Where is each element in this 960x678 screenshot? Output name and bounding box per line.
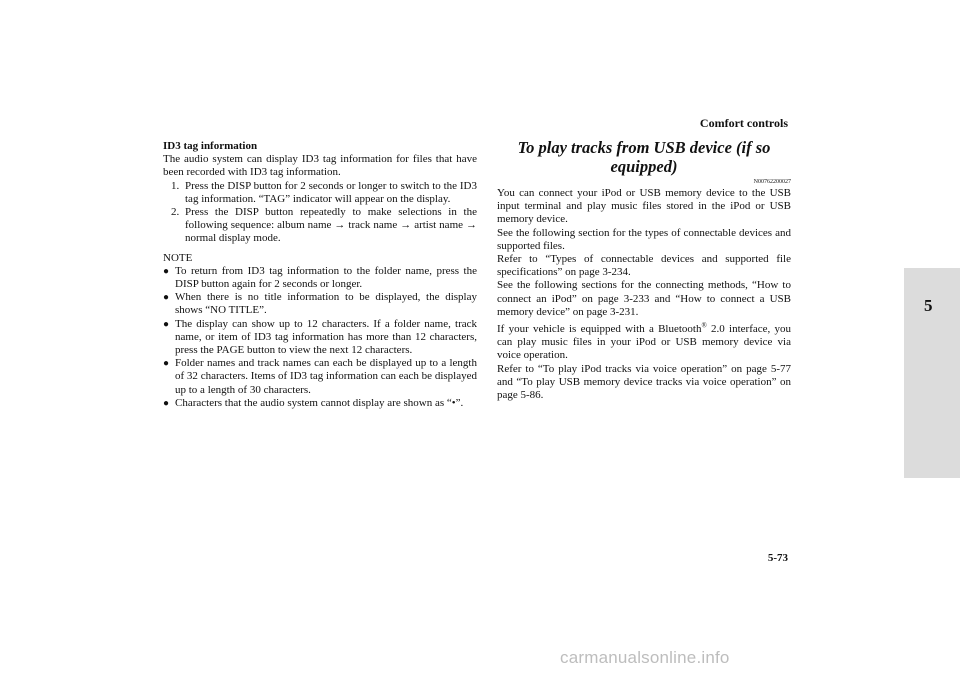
step-number: 1. xyxy=(171,179,180,192)
step-item xyxy=(171,206,477,246)
right-column xyxy=(497,138,791,402)
chapter-number: 5 xyxy=(924,296,933,315)
usb-section-title: To play tracks from USB device (if so equipped) xyxy=(517,138,771,176)
id3-heading: ID3 tag information xyxy=(163,140,258,152)
note-text: Characters that the audio system cannot display are shown as “•”. xyxy=(175,396,464,409)
note-item xyxy=(163,397,477,410)
bullet-icon: ● xyxy=(163,358,170,370)
left-column xyxy=(163,140,477,410)
note-item xyxy=(163,291,477,317)
note-text: Folder names and track names can each be displayed up to a length of 32 characters. Items of ID3 tag information can each be displayed up to a length of 30 characters. xyxy=(175,357,477,396)
bullet-icon: ● xyxy=(163,318,170,330)
chapter-tab xyxy=(904,268,960,478)
step-item xyxy=(171,180,477,206)
page-number: 5-73 xyxy=(767,552,788,564)
bluetooth-paragraph xyxy=(497,323,791,363)
note-label: NOTE xyxy=(163,251,193,264)
note-item xyxy=(163,357,477,397)
note-text: The display can show up to 12 characters. If a folder name, track name, or item of ID3 tag information has more than 12 characters, press the PAGE button to view the next 12 characters. xyxy=(175,317,477,357)
reference-code: N00762200027 xyxy=(753,179,791,185)
bullet-icon: ● xyxy=(163,265,170,277)
bullet-icon: ● xyxy=(163,292,170,304)
step-text: Press the DISP button repeatedly to make selections in the following sequence: album name → track name → artist name → normal display mode. xyxy=(185,206,477,245)
registered-mark: ® xyxy=(701,321,707,330)
bluetooth-text-start: If your vehicle is equipped with a Bluetooth xyxy=(497,323,702,336)
note-item xyxy=(163,318,477,358)
usb-paragraph: You can connect your iPod or USB memory device to the USB input terminal and play music files stored in the iPod or USB memory device. xyxy=(497,187,791,226)
watermark: carmanualsonline.info xyxy=(560,648,730,667)
usb-paragraph: See the following section for the types of connectable devices and supported files. xyxy=(497,226,791,252)
id3-intro: The audio system can display ID3 tag information for files that have been recorded with ID3 tag information. xyxy=(163,153,477,179)
bullet-icon: ● xyxy=(163,397,170,409)
usb-paragraph: See the following sections for the connecting methods, “How to connect an iPod” on page 3-233 and “How to connect a USB memory device” on page 3-231. xyxy=(497,279,791,318)
section-header: Comfort controls xyxy=(699,116,788,130)
step-text: Press the DISP button for 2 seconds or longer to switch to the ID3 tag information. “TAG” indicator will appear on the display. xyxy=(185,179,477,205)
note-text: To return from ID3 tag information to the folder name, press the DISP button again for 2 seconds or longer. xyxy=(175,264,477,291)
usb-paragraph: Refer to “Types of connectable devices and supported file specifications” on page 3-234. xyxy=(497,253,791,279)
usb-paragraph: Refer to “To play iPod tracks via voice operation” on page 5-77 and “To play USB memory device tracks via voice operation” on page 5-86. xyxy=(497,362,791,402)
note-text: When there is no title information to be displayed, the display shows “NO TITLE”. xyxy=(175,291,477,317)
note-item xyxy=(163,265,477,291)
step-number: 2. xyxy=(171,206,180,219)
bluetooth-text-end: 2.0 interface, you can play music files in your iPod or USB memory device via voice operation. xyxy=(497,323,792,362)
